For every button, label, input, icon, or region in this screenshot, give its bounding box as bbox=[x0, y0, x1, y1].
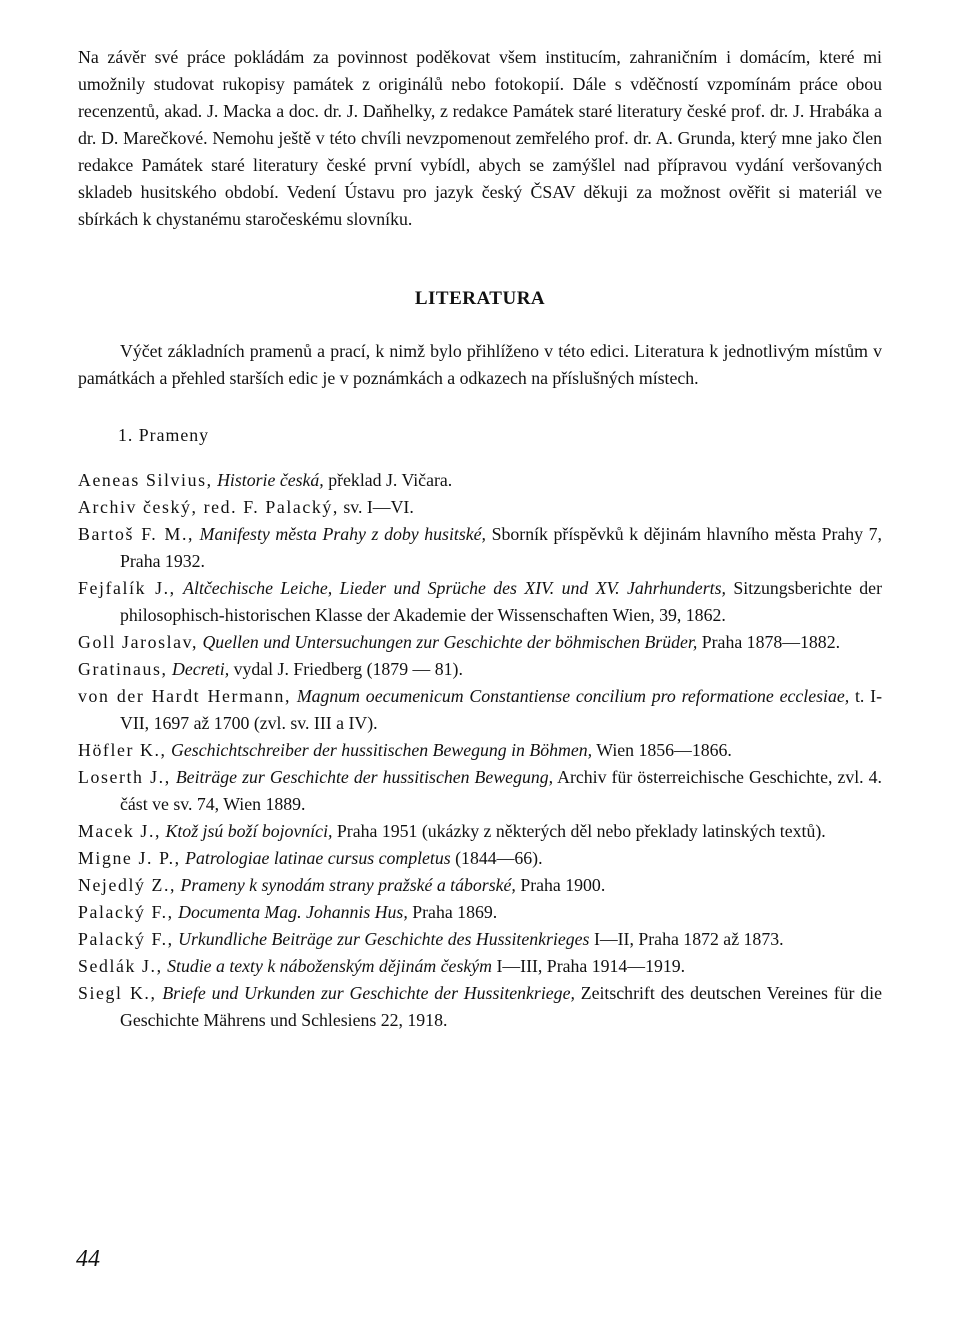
acknowledgement-text-2: Dále s vděčností vzpomínám práce obou recenzentů, akad. J. Macka a doc. dr. J. Daňhelky, z redakce Památek staré literatury české prof. dr. J. Hrabáka a dr. D. Marečkové. Nemohu ještě v této chvíli nevzpomenout zemřelého prof. dr. A. Grunda, který mne jako člen redakce Památek staré literatury české první vybídl, abych se zamýšlel nad přípravou vydání veršovaných skladeb husitského období. Vedení Ústavu pro jazyk český ČSAV děkuji za možnost ověřit si materiál ve sbírkách k chystanému staročeskému slovníku. bbox=[78, 74, 883, 229]
bibliography-entry bbox=[78, 764, 882, 818]
entry-author: Nejedlý Z., bbox=[78, 875, 177, 895]
bibliography-entry bbox=[78, 737, 882, 764]
entry-author: Migne J. P., bbox=[78, 848, 181, 868]
entry-author: Palacký F., bbox=[78, 902, 174, 922]
bibliography-entry bbox=[78, 656, 882, 683]
entry-author: Palacký F., bbox=[78, 929, 174, 949]
entry-title: Patrologiae latinae cursus completus bbox=[185, 848, 451, 868]
bibliography-list bbox=[78, 467, 882, 1034]
bibliography-entry bbox=[78, 980, 882, 1034]
bibliography-entry bbox=[78, 899, 882, 926]
entry-title: Ktož jsú boží bojovníci, bbox=[165, 821, 333, 841]
entry-author: Höfler K., bbox=[78, 740, 167, 760]
entry-title: Geschichtschreiber der hussitischen Bewegung in Böhmen, bbox=[171, 740, 593, 760]
entry-details: (1844—66). bbox=[455, 848, 543, 868]
entry-author: Archiv český, red. F. Palacký, bbox=[78, 497, 339, 517]
entry-title: Manifesty města Prahy z doby husitské, bbox=[199, 524, 486, 544]
bibliography-entry bbox=[78, 629, 882, 656]
bibliography-entry bbox=[78, 818, 882, 845]
entry-details: Praha 1869. bbox=[412, 902, 498, 922]
entry-details: Wien 1856—1866. bbox=[596, 740, 732, 760]
entry-author: Siegl K., bbox=[78, 983, 157, 1003]
bibliography-entry bbox=[78, 575, 882, 629]
entry-title: Beiträge zur Geschichte der hussitischen Bewegung, bbox=[175, 767, 554, 787]
entry-title: Historie česká, bbox=[217, 470, 324, 490]
entry-title: Briefe und Urkunden zur Geschichte der Hussitenkriege, bbox=[162, 983, 575, 1003]
bibliography-entry bbox=[78, 683, 882, 737]
entry-details: překlad J. Vičara. bbox=[328, 470, 453, 490]
entry-title: Magnum oecumenicum Constantiense concilium pro reformatione ecclesiae, bbox=[296, 686, 850, 706]
entry-title: Studie a texty k náboženským dějinám českým bbox=[167, 956, 492, 976]
entry-details: Sborník příspěvků k dějinám hlavního města Prahy 7, Praha 1932. bbox=[120, 524, 882, 571]
acknowledgement-paragraph bbox=[78, 44, 882, 233]
entry-author: Loserth J., bbox=[78, 767, 171, 787]
bibliography-entry bbox=[78, 845, 882, 872]
entry-title: Decreti, bbox=[172, 659, 230, 679]
bibliography-entry bbox=[78, 953, 882, 980]
entry-author: Sedlák J., bbox=[78, 956, 163, 976]
section-heading: LITERATURA bbox=[414, 288, 546, 309]
entry-details: Praha 1878—1882. bbox=[701, 632, 841, 652]
bibliography-entry bbox=[78, 494, 882, 521]
bibliography-entry bbox=[78, 467, 882, 494]
entry-details: Zeitschrift des deutschen Vereines für die Geschichte Mährens und Schlesiens 22, 1918. bbox=[120, 983, 882, 1030]
bibliography-entry bbox=[78, 926, 882, 953]
entry-details: Praha 1900. bbox=[520, 875, 606, 895]
entry-author: von der Hardt Hermann, bbox=[78, 686, 292, 706]
entry-author: Aeneas Silvius, bbox=[78, 470, 213, 490]
entry-title: Prameny k synodám strany pražské a táborské, bbox=[180, 875, 516, 895]
entry-author: Goll Jaroslav, bbox=[78, 632, 199, 652]
entry-author: Gratinaus, bbox=[78, 659, 168, 679]
entry-details: sv. I—VI. bbox=[343, 497, 414, 517]
entry-author: Fejfalík J., bbox=[78, 578, 176, 598]
entry-details: I—III, Praha 1914—1919. bbox=[496, 956, 686, 976]
entry-details: vydal J. Friedberg (1879 — 81). bbox=[233, 659, 463, 679]
entry-title: Documenta Mag. Johannis Hus, bbox=[178, 902, 408, 922]
entry-title: Urkundliche Beiträge zur Geschichte des Hussitenkrieges bbox=[178, 929, 590, 949]
page-number: 44 bbox=[76, 1246, 100, 1272]
entry-details: I—II, Praha 1872 až 1873. bbox=[593, 929, 784, 949]
entry-details: Archiv für österreichische Geschichte, zvl. 4. část ve sv. 74, Wien 1889. bbox=[120, 767, 882, 814]
bibliography-entry bbox=[78, 872, 882, 899]
entry-author: Bartoš F. M., bbox=[78, 524, 195, 544]
entry-details: t. I-VII, 1697 až 1700 (zvl. sv. III a IV). bbox=[120, 686, 882, 733]
entry-details: Sitzungsberichte der philosophisch-historischen Klasse der Akademie der Wissenschaften Wien, 39, 1862. bbox=[120, 578, 882, 625]
entry-title: Altčechische Leiche, Lieder und Sprüche des XIV. und XV. Jahrhunderts, bbox=[183, 578, 726, 598]
subsection-heading: 1. Prameny bbox=[118, 425, 209, 445]
entry-details: Praha 1951 (ukázky z některých děl nebo překlady latinských textů). bbox=[336, 821, 826, 841]
entry-title: Quellen und Untersuchungen zur Geschichte der böhmischen Brüder, bbox=[202, 632, 698, 652]
acknowledgement-text-1: Na závěr své práce pokládám za povinnost poděkovat všem institucím, zahraničním i domácím, které mi umožnily studovat rukopisy památek z originálů nebo fotokopií. bbox=[78, 47, 882, 94]
bibliography-entry bbox=[78, 521, 882, 575]
section-lead: Výčet základních pramenů a prací, k nimž bylo přihlíženo v této edici. Literatura k jednotlivým místům v památkách a přehled starších edic je v poznámkách a odkazech na příslušných místech. bbox=[78, 341, 882, 388]
page-body bbox=[78, 44, 882, 1034]
entry-author: Macek J., bbox=[78, 821, 162, 841]
